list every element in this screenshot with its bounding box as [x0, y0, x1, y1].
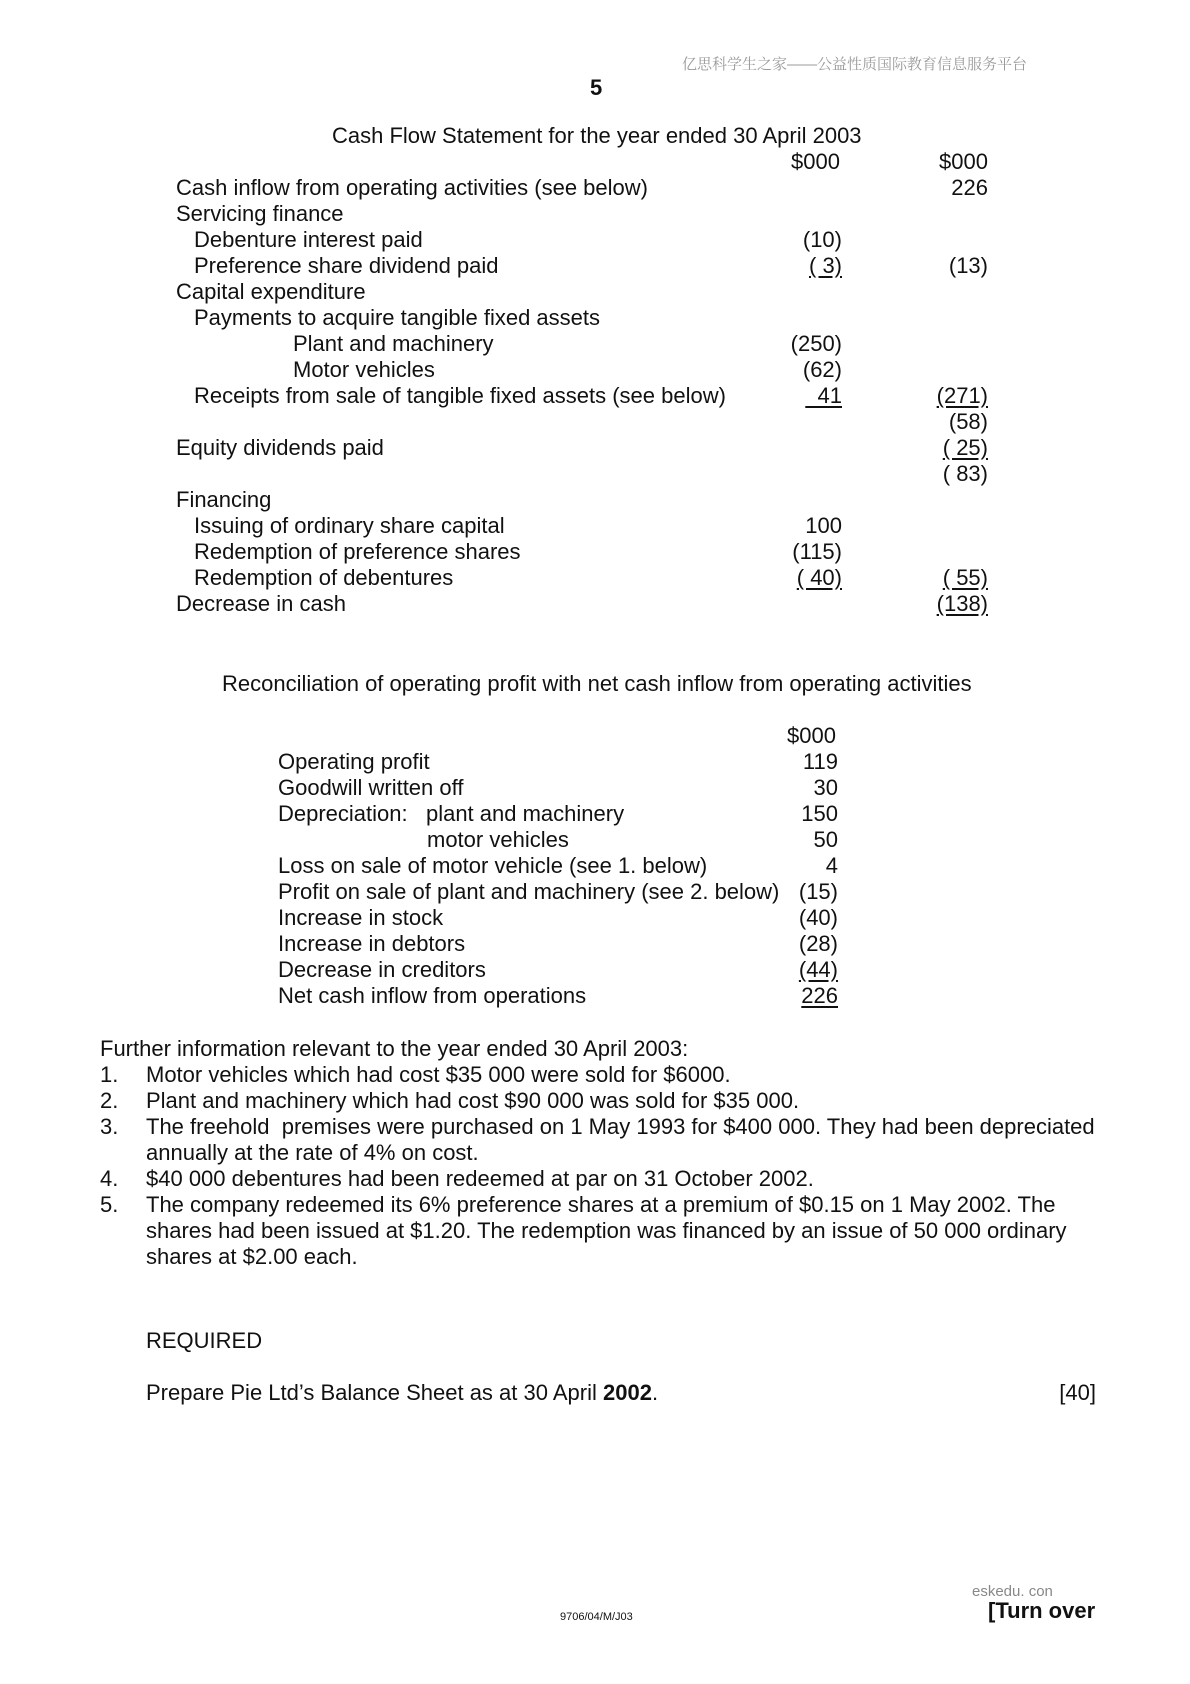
cash-flow-value-2-text: ( 55) [942, 565, 988, 590]
reconciliation-title: Reconciliation of operating profit with net cash inflow from operating activities [222, 671, 972, 696]
marks: [40] [1059, 1380, 1096, 1405]
cash-flow-row-label: Cash inflow from operating activities (see below) [176, 175, 648, 200]
reconciliation-row-value [780, 853, 838, 879]
reconciliation-row-label: Profit on sale of plant and machinery (see 2. below) [278, 879, 780, 904]
cash-flow-value-1-text: (62) [802, 357, 842, 382]
reconciliation-row-label: Net cash inflow from operations [278, 983, 587, 1008]
cash-flow-row-label: Capital expenditure [176, 279, 366, 304]
cash-flow-value-1-text: (10) [802, 227, 842, 252]
cash-flow-row-label: Servicing finance [176, 201, 344, 226]
cash-flow-row-label: Redemption of debentures [194, 565, 454, 590]
cash-flow-row-value-2 [900, 253, 988, 279]
reconciliation-row-value [780, 879, 838, 905]
further-info-text: The freehold premises were purchased on 1 May 1993 for $400 000. They had been depreciated [146, 1114, 1095, 1139]
required-task-year: 2002 [603, 1380, 652, 1405]
further-info-text: Motor vehicles which had cost $35 000 were sold for $6000. [146, 1062, 731, 1087]
required-heading: REQUIRED [146, 1328, 263, 1353]
cash-flow-row-value-1 [760, 565, 842, 591]
cash-flow-value-1-text: 100 [805, 513, 842, 538]
required-task-end: . [651, 1380, 659, 1405]
watermark-text: 亿思科学生之家——公益性质国际教育信息服务平台 [682, 56, 1028, 73]
reconciliation-value-text: (44) [798, 957, 838, 982]
reconciliation-col-head: $000 [787, 723, 836, 748]
cash-flow-row-label: Preference share dividend paid [194, 253, 499, 278]
reconciliation-row-value [780, 827, 838, 853]
reconciliation-row-value [780, 931, 838, 957]
required-task-text: Prepare Pie Ltd’s Balance Sheet as at 30 April [146, 1380, 603, 1405]
site-watermark: eskedu. con [972, 1583, 1053, 1600]
cash-flow-row-label: Financing [176, 487, 272, 512]
reconciliation-value-text: (40) [798, 905, 838, 930]
further-info-intro: Further information relevant to the year ended 30 April 2003: [100, 1036, 689, 1061]
cash-flow-row-value-1 [760, 253, 842, 279]
cash-flow-col-head-1: $000 [791, 149, 840, 174]
cash-flow-row-value-1 [760, 357, 842, 383]
cash-flow-value-1-text: (115) [792, 539, 842, 564]
reconciliation-value-text: 4 [825, 853, 838, 878]
cash-flow-row-value-2 [900, 461, 988, 487]
cash-flow-value-2-text: (271) [936, 383, 988, 408]
cash-flow-row-value-2 [900, 435, 988, 461]
reconciliation-row-label: Decrease in creditors [278, 957, 486, 982]
reconciliation-value-text: 30 [813, 775, 838, 800]
further-info-text: shares at $2.00 each. [146, 1244, 358, 1269]
reconciliation-value-text: (15) [798, 879, 838, 904]
cash-flow-value-2-text: (13) [948, 253, 988, 278]
cash-flow-row-value-1 [760, 331, 842, 357]
reconciliation-row-value [780, 905, 838, 931]
cash-flow-value-1-text: (250) [790, 331, 842, 356]
cash-flow-value-2-text: 226 [951, 175, 988, 200]
cash-flow-row-label: Payments to acquire tangible fixed assets [194, 305, 601, 330]
cash-flow-row-value-2 [900, 565, 988, 591]
reconciliation-row-label: Goodwill written off [278, 775, 464, 800]
cash-flow-row-label: Debenture interest paid [194, 227, 423, 252]
cash-flow-row-label: Receipts from sale of tangible fixed assets (see below) [194, 383, 726, 408]
cash-flow-row-value-2 [900, 591, 988, 617]
reconciliation-row-value [780, 957, 838, 983]
cash-flow-value-1-text: ( 3) [809, 253, 842, 278]
further-info-text: The company redeemed its 6% preference shares at a premium of $0.15 on 1 May 2002. The [146, 1192, 1056, 1217]
cash-flow-row-value-1 [760, 383, 842, 409]
cash-flow-row-value-2 [900, 383, 988, 409]
reconciliation-row-label: Depreciation: plant and machinery [278, 801, 625, 826]
reconciliation-value-text: 150 [801, 801, 838, 826]
further-info-number: 2. [100, 1088, 119, 1113]
cash-flow-row-label: Equity dividends paid [176, 435, 384, 460]
further-info-number: 4. [100, 1166, 119, 1191]
reconciliation-row-label: Increase in debtors [278, 931, 466, 956]
cash-flow-row-label: Issuing of ordinary share capital [194, 513, 505, 538]
reconciliation-row-value [780, 775, 838, 801]
further-info-number: 3. [100, 1114, 119, 1139]
further-info-text: shares had been issued at $1.20. The redemption was financed by an issue of 50 000 ordinary [146, 1218, 1067, 1243]
reconciliation-row-label: motor vehicles [427, 827, 569, 852]
paper-code: 9706/04/M/J03 [560, 1611, 633, 1623]
cash-flow-value-1-text: ( 40) [796, 565, 842, 590]
cash-flow-row-value-1 [760, 227, 842, 253]
cash-flow-row-value-2 [900, 175, 988, 201]
cash-flow-value-2-text: (58) [948, 409, 988, 434]
reconciliation-value-text: 119 [802, 749, 838, 774]
reconciliation-value-text: (28) [798, 931, 838, 956]
cash-flow-value-2-text: (138) [936, 591, 988, 616]
further-info-number: 1. [100, 1062, 119, 1087]
reconciliation-row-value [780, 983, 838, 1009]
cash-flow-value-2-text: ( 83) [942, 461, 988, 486]
turn-over: [Turn over [988, 1598, 1096, 1623]
further-info-text: Plant and machinery which had cost $90 000 was sold for $35 000. [146, 1088, 800, 1113]
reconciliation-row-label: Loss on sale of motor vehicle (see 1. below) [278, 853, 708, 878]
cash-flow-row-value-1 [760, 513, 842, 539]
reconciliation-row-label: Operating profit [278, 749, 430, 774]
cash-flow-col-head-2: $000 [939, 149, 988, 174]
reconciliation-value-text: 50 [813, 827, 838, 852]
required-task [146, 1380, 658, 1406]
page-number: 5 [590, 75, 603, 100]
further-info-number: 5. [100, 1192, 119, 1217]
cash-flow-value-2-text: ( 25) [942, 435, 988, 460]
cash-flow-row-value-2 [900, 409, 988, 435]
cash-flow-title: Cash Flow Statement for the year ended 30 April 2003 [332, 123, 862, 148]
cash-flow-row-label: Decrease in cash [176, 591, 346, 616]
cash-flow-row-label: Motor vehicles [293, 357, 435, 382]
reconciliation-row-value [780, 749, 838, 775]
further-info-text: $40 000 debentures had been redeemed at par on 31 October 2002. [146, 1166, 814, 1191]
further-info-text: annually at the rate of 4% on cost. [146, 1140, 479, 1165]
cash-flow-row-label: Plant and machinery [293, 331, 494, 356]
cash-flow-value-1-text: 41 [805, 383, 842, 408]
reconciliation-row-value [780, 801, 838, 827]
reconciliation-row-label: Increase in stock [278, 905, 444, 930]
cash-flow-row-label: Redemption of preference shares [194, 539, 521, 564]
reconciliation-value-text: 226 [801, 983, 838, 1008]
cash-flow-row-value-1 [760, 539, 842, 565]
